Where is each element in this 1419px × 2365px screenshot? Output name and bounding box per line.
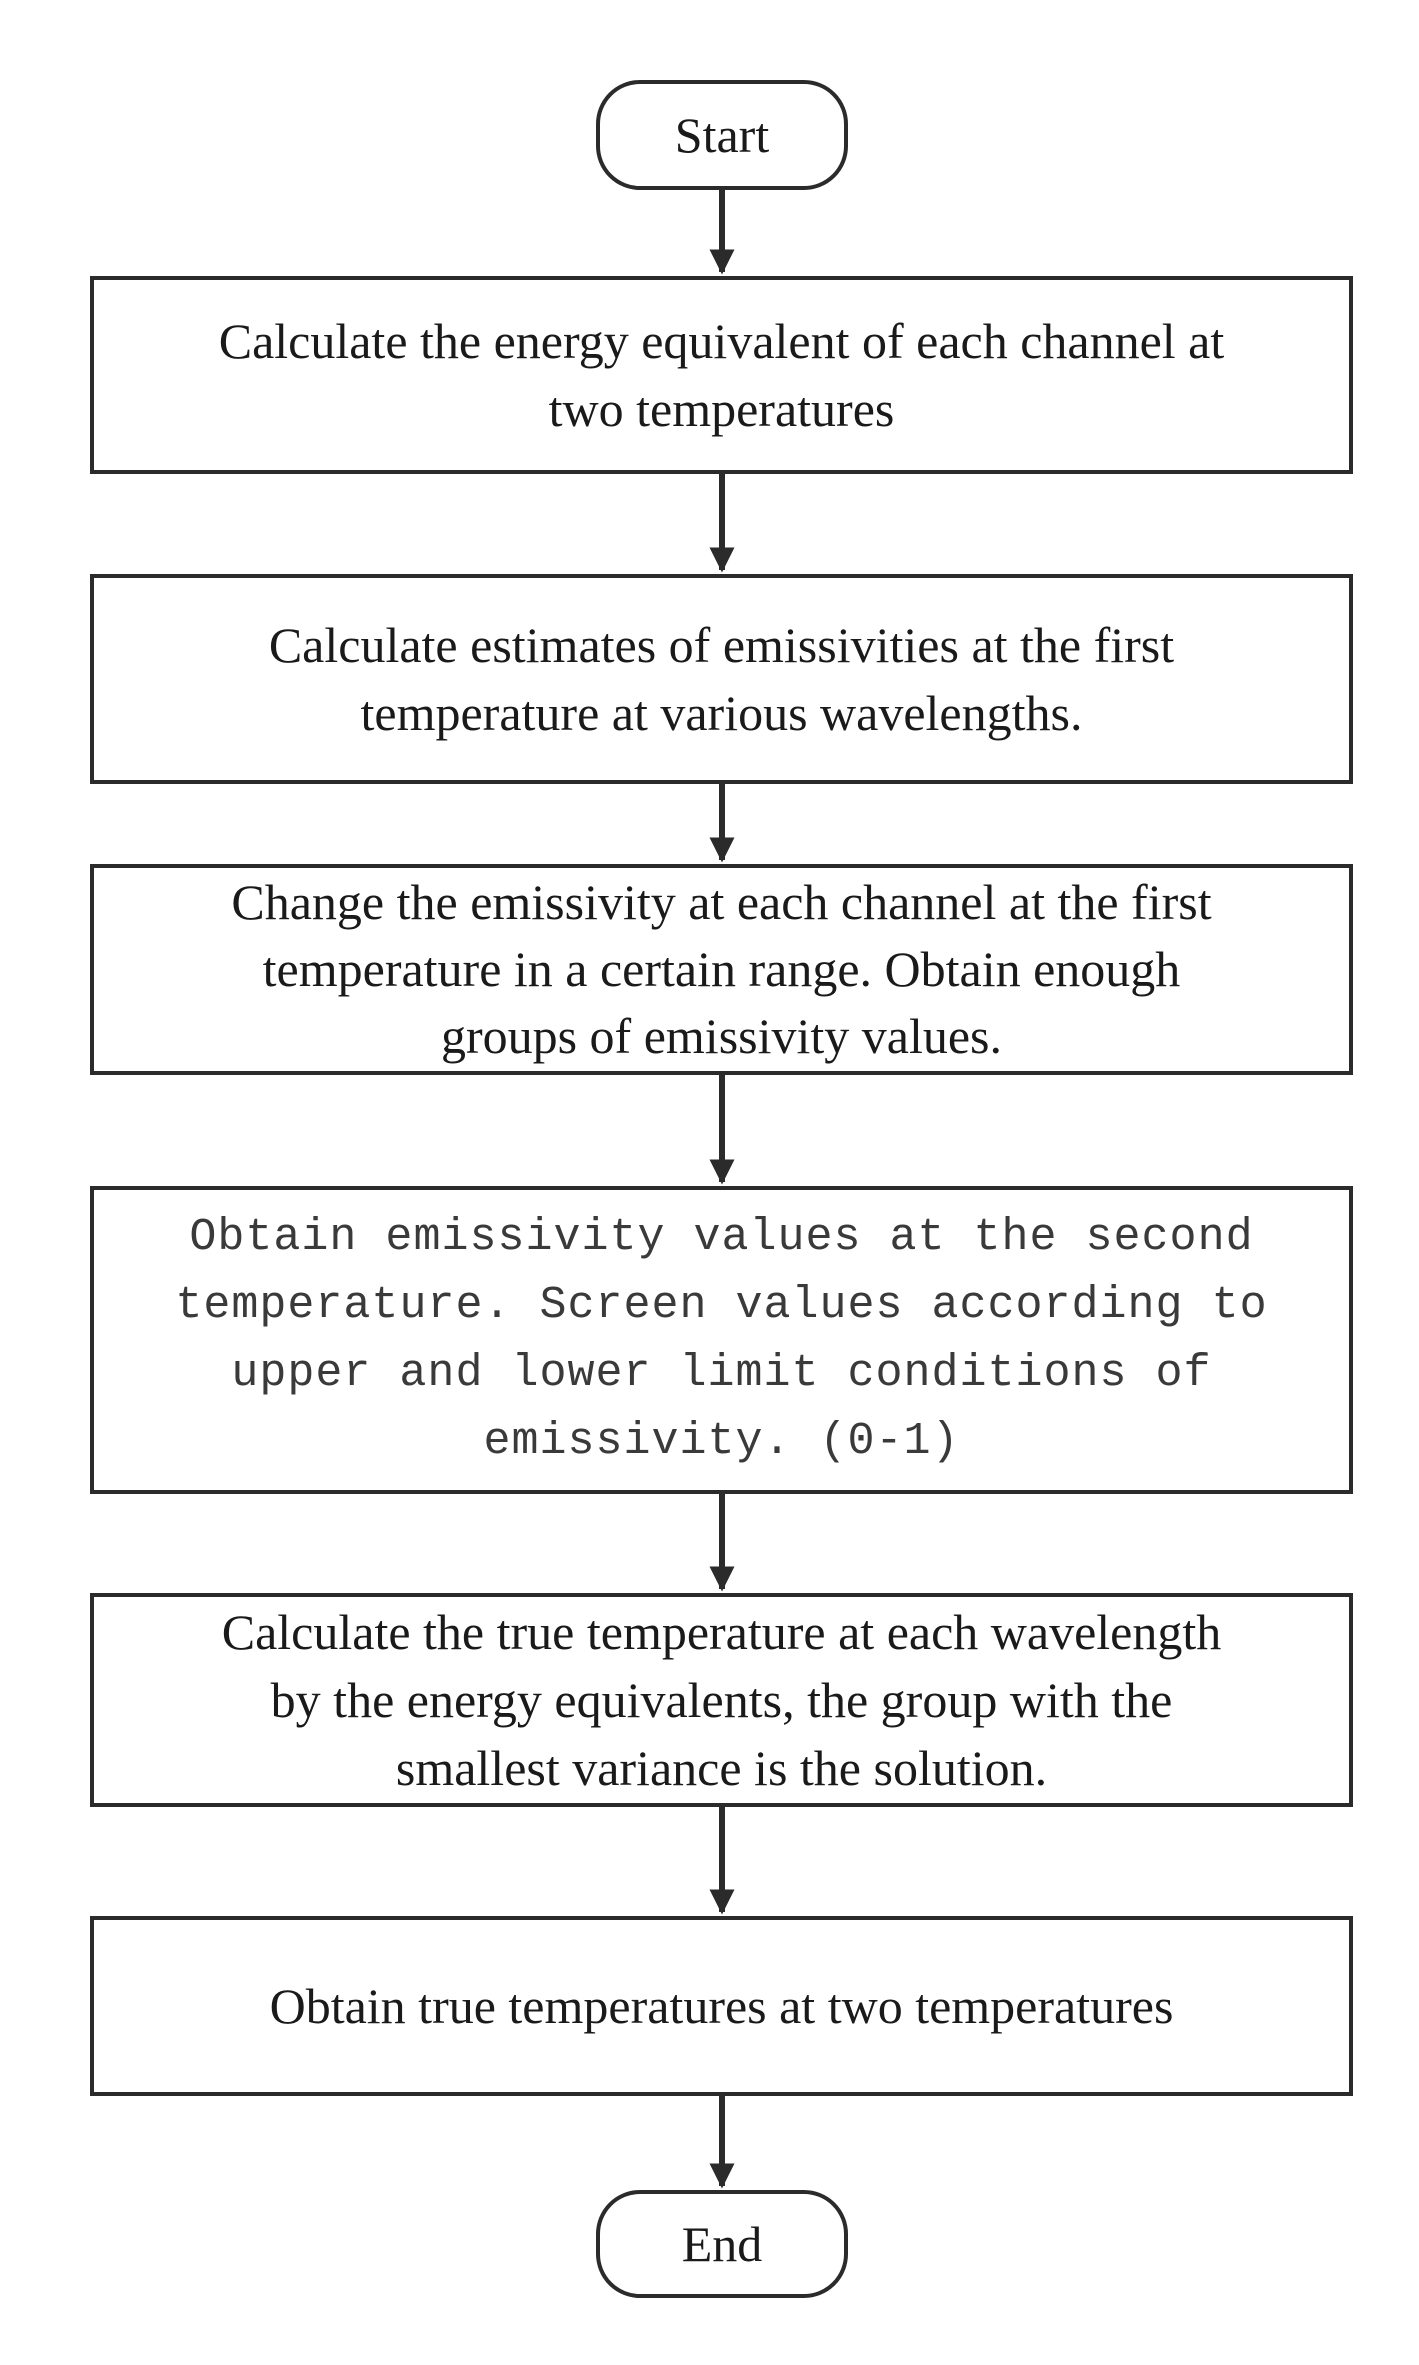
step-2-emissivity-estimates [90,574,1353,784]
end-node [596,2190,848,2298]
step-5-text: Calculate the true temperature at each wavelength by the energy equivalents, the group with the smallest variance is the solution. [221,1604,1222,1796]
step-1-energy-equivalent [90,276,1353,474]
step-3-text: Change the emissivity at each channel at the first temperature in a certain range. Obtain enough groups of emissivity values. [231,874,1212,1064]
end-label: End [681,2216,763,2272]
step-6-obtain-temperatures [90,1916,1353,2096]
step-5-true-temperature [90,1593,1353,1807]
step-3-vary-emissivity [90,864,1353,1075]
step-1-text: Calculate the energy equivalent of each channel at two temperatures [218,313,1225,437]
step-4-screen-values [90,1186,1353,1494]
step-2-text: Calculate estimates of emissivities at the first temperature at various wavelengths. [268,617,1175,741]
step-4-text: Obtain emissivity values at the second temperature. Screen values according to upper and lower limit conditions of emissivity. (0-1) [175,1212,1268,1467]
start-label: Start [674,107,770,163]
step-6-text: Obtain true temperatures at two temperatures [269,1978,1174,2034]
start-node [596,80,848,190]
